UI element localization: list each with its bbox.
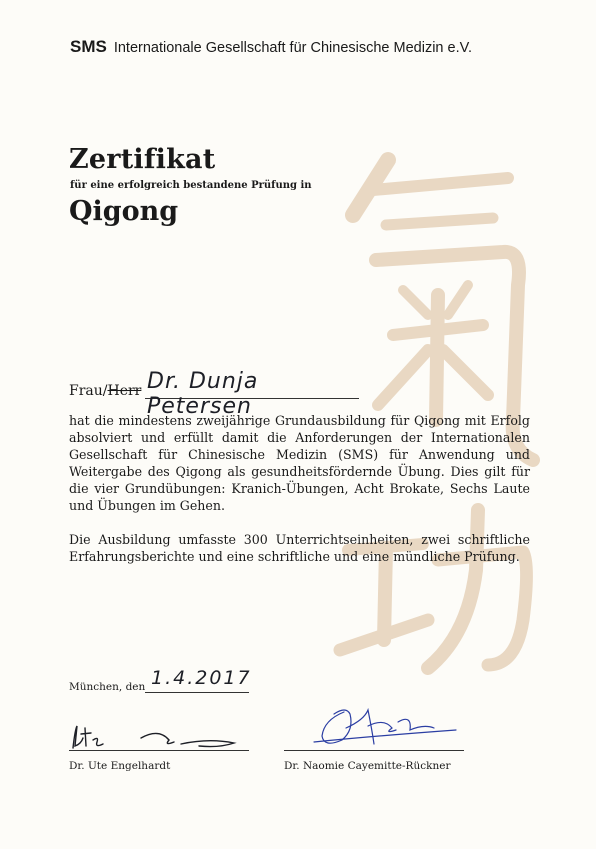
- signature-left-drawing: [69, 718, 249, 750]
- recipient-name: Dr. Dunja Petersen: [147, 369, 259, 419]
- certificate-subtitle: für eine erfolgreich bestandene Prüfung in: [70, 180, 312, 191]
- date-underline: [145, 692, 249, 693]
- org-full-name: Internationale Gesellschaft für Chinesische Medizin e.V.: [113, 40, 472, 56]
- date-line: [69, 667, 252, 693]
- certificate-title: Zertifikat: [69, 144, 216, 175]
- signer-right-name: Dr. Naomie Cayemitte-Rückner: [284, 760, 451, 772]
- certificate-body: [69, 412, 530, 582]
- issue-date: 1.4.2017: [151, 667, 252, 689]
- signature-block-right: [284, 700, 464, 772]
- org-abbreviation: SMS: [70, 37, 107, 56]
- signature-block-left: [69, 718, 249, 772]
- body-paragraph-2: Die Ausbildung umfasste 300 Unterrichtseinheiten, zwei schriftliche Erfahrungsberichte und eine schriftliche und eine mündliche Prüfung.: [69, 532, 530, 564]
- signature-line-right: [284, 750, 464, 751]
- recipient-line: [69, 369, 359, 419]
- signer-left-name: Dr. Ute Engelhardt: [69, 760, 171, 772]
- certificate-discipline: Qigong: [69, 196, 179, 227]
- organization-header: [70, 37, 472, 57]
- signature-right-drawing: [284, 700, 464, 750]
- salutation-frau: Frau/: [69, 383, 108, 399]
- signature-line-left: [69, 750, 249, 751]
- body-paragraph-1: hat die mindestens zweijährige Grundausbildung für Qigong mit Erfolg absolviert und erfüllt damit die Anforderungen der Internationalen Gesellschaft für Chinesische Medizin (SMS) für Anwendung und Weitergabe des Qigong als gesundheitsfördernde Übung. Dies gilt für die vier Grundübungen: Kranich-Übungen, Acht Brokate, Sechs Laute und Übungen im Gehen.: [69, 413, 530, 513]
- salutation: [69, 383, 141, 399]
- place-label: München, den: [69, 681, 146, 693]
- salutation-herr-struck: Herr: [107, 383, 142, 399]
